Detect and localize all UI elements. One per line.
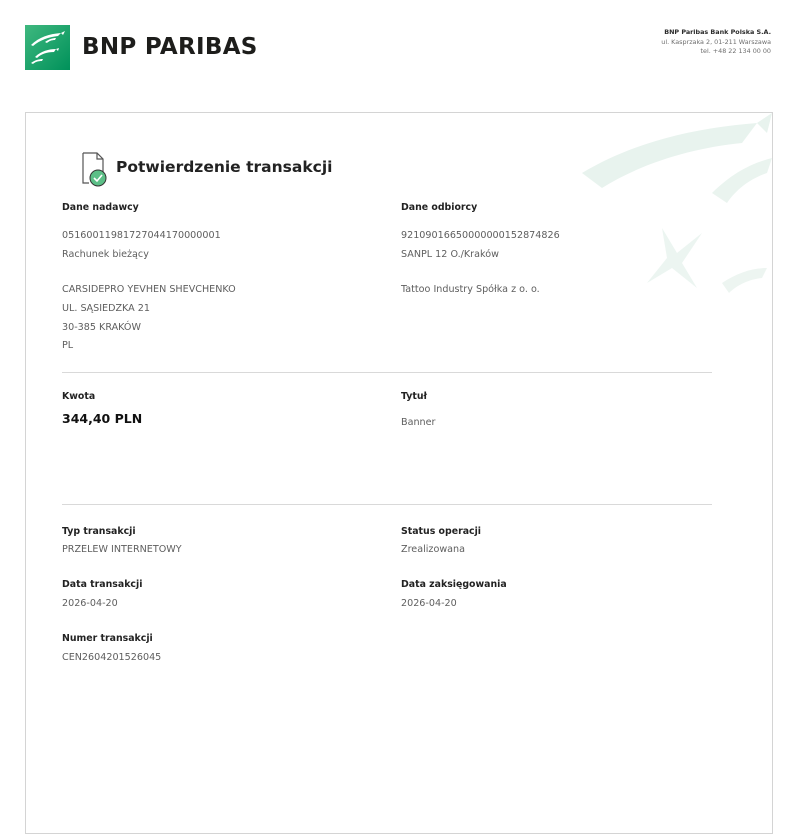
sender-name: CARSIDEPRO YEVHEN SHEVCHENKO (62, 284, 236, 295)
document-check-icon (81, 151, 109, 187)
recipient-label: Dane odbiorcy (401, 202, 478, 213)
transaction-number-value: CEN2604201526045 (62, 652, 162, 663)
recipient-account: 92109016650000000152874826 (401, 230, 560, 241)
sender-city: 30-385 KRAKÓW (62, 322, 141, 333)
sender-account: 05160011981727044170000001 (62, 230, 221, 241)
stars-watermark-icon (542, 113, 772, 313)
transaction-date-value: 2026-04-20 (62, 598, 118, 609)
transaction-date-label: Data transakcji (62, 579, 143, 590)
amount-value: 344,40 PLN (62, 411, 143, 426)
transfer-title-value: Banner (401, 417, 436, 428)
company-phone: tel. +48 22 134 00 00 (700, 47, 771, 55)
recipient-name: Tattoo Industry Spółka z o. o. (401, 284, 540, 295)
company-name: BNP Paribas Bank Polska S.A. (664, 28, 771, 36)
bnp-logo-stars-icon (25, 25, 70, 70)
brand-name: BNP PARIBAS (82, 34, 258, 60)
transaction-type-label: Typ transakcji (62, 526, 136, 537)
status-value: Zrealizowana (401, 544, 466, 555)
divider (62, 372, 712, 373)
booking-date-value: 2026-04-20 (401, 598, 457, 609)
sender-account-type: Rachunek bieżący (62, 249, 149, 260)
sender-country: PL (62, 340, 74, 351)
recipient-bank: SANPL 12 O./Kraków (401, 249, 499, 260)
amount-label: Kwota (62, 391, 96, 402)
page-title: Potwierdzenie transakcji (116, 158, 333, 176)
status-label: Status operacji (401, 526, 482, 537)
divider (62, 504, 712, 505)
transfer-title-label: Tytuł (401, 391, 428, 402)
confirmation-card (25, 112, 773, 834)
company-address: ul. Kasprzaka 2, 01-211 Warszawa (661, 37, 771, 46)
sender-label: Dane nadawcy (62, 202, 139, 213)
transaction-number-label: Numer transakcji (62, 633, 153, 644)
transaction-type-value: PRZELEW INTERNETOWY (62, 544, 182, 555)
booking-date-label: Data zaksięgowania (401, 579, 507, 590)
bank-address-block (661, 28, 771, 57)
sender-street: UL. SĄSIEDZKA 21 (62, 303, 151, 314)
